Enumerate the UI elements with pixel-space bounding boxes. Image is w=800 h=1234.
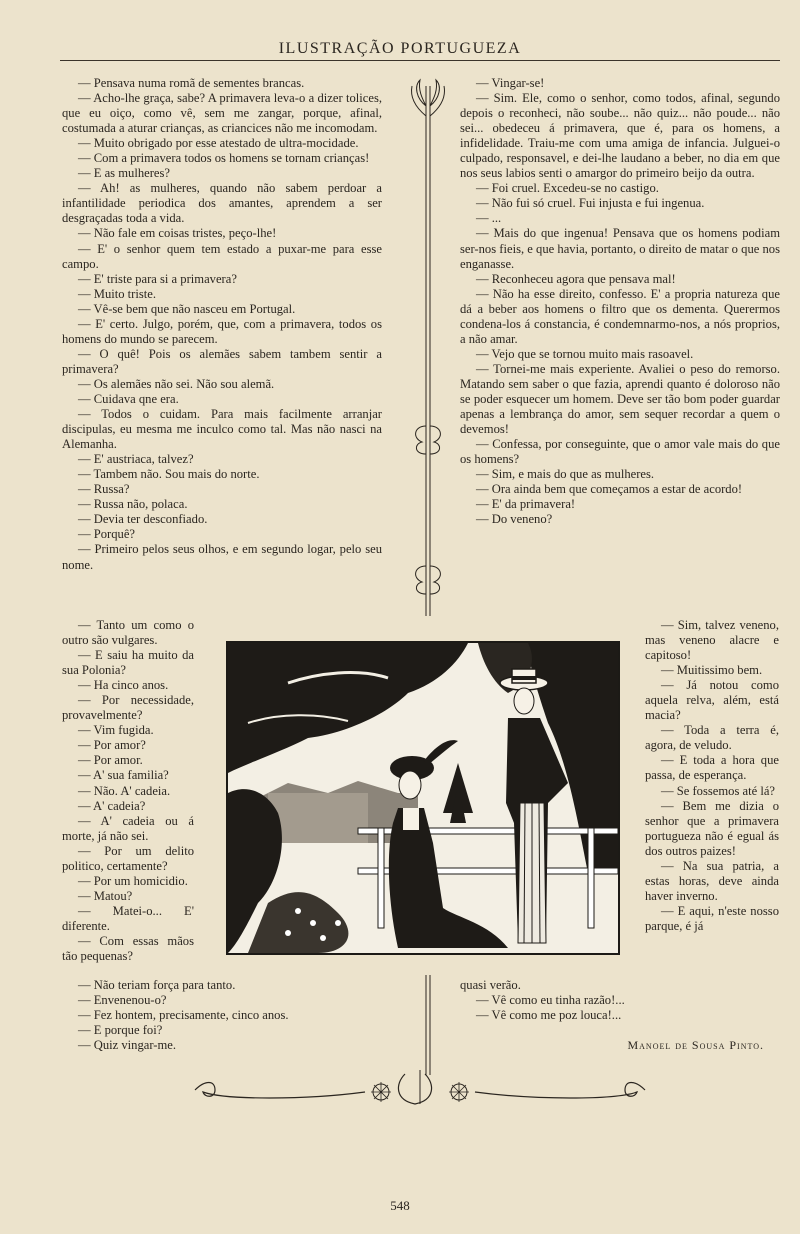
dialogue-line: — Não ha esse direito, confesso. E' a propria natureza que dá a beber aos homens o filtro que os dementa. Querermos condena-los á constancia, é condemnarmo-nos, a nós proprios, a não amar. [460,286,780,346]
dialogue-line: — Sim. Ele, como o senhor, como todos, afinal, segundo depois o reconheci, não soube... não quiz... não poude... não sei... obedeceu á primavera, que é, para os homens, a infidelidade. Traiu-me com uma amiga de infancia. Julguei-o culpado, responsavel, e dei-lhe laudano a beber, no dia em que nos seus labios senti o amargor do primeiro beijo da outra. [460,91,780,181]
dialogue-line: — Sim, e mais do que as mulheres. [476,467,655,482]
vine-divider-icon [406,76,446,616]
dialogue-line: — Muito obrigado por esse atestado de ultra-mocidade. [78,136,359,151]
dialogue-line: — Russa? [78,482,130,497]
dialogue-line: — Bem me dizia o senhor que a primavera portugueza não é egual ás dos outros paizes! [645,798,779,858]
dialogue-line: — A' cadeia ou á morte, já não sei. [62,813,194,843]
dialogue-line: — Confessa, por conseguinte, que o amor vale mais do que os homens? [460,437,780,467]
left-bottom-column [62,978,382,1053]
dialogue-line: — Quiz vingar-me. [78,1038,177,1053]
dialogue-line: — Por amor. [78,753,143,768]
floral-divider-ornament-icon [185,1070,655,1110]
dialogue-line: — Toda a terra é, agora, de veludo. [645,723,779,753]
dialogue-line: — Matei-o... E' diferente. [62,903,194,933]
dialogue-line: — Tanto um como o outro são vulgares. [62,618,194,648]
dialogue-line: — E as mulheres? [78,166,170,181]
dialogue-line: — Devia ter desconfiado. [78,512,208,527]
dialogue-line: — Russa não, polaca. [78,497,188,512]
column-divider-upper [406,76,446,616]
dialogue-line: — Por amor? [78,738,146,753]
running-header: ILUSTRAÇÃO PORTUGUEZA [278,40,522,57]
dialogue-line: — E aqui, n'este nosso parque, é já [645,903,779,933]
dialogue-line: — E' da primavera! [476,497,576,512]
dialogue-line: — E toda a hora que passa, de esperança. [645,753,779,783]
dialogue-line: — Tornei-me mais experiente. Avaliei o peso do remorso. Matando sem saber o que fazia, aprendi quanto é doloroso não se poder esquecer um homem. Deve ser tão bom poder guardar apenas a lembrança do amor, sem sequer recordar a quem o devemos! [460,361,780,437]
dialogue-line: — Por um delito politico, certamente? [62,843,194,873]
dialogue-line: — Pensava numa romã de sementes brancas. [78,76,305,90]
dialogue-line: — Porquê? [78,527,136,542]
dialogue-line: — Vejo que se tornou muito mais rasoavel. [476,346,694,361]
dialogue-line: — Reconheceu agora que pensava mal! [476,271,676,286]
dialogue-line: — A' cadeia? [78,798,146,813]
author-signature: Manoel de Sousa Pinto. [627,1038,764,1052]
dialogue-line: — Muitissimo bem. [661,663,763,678]
dialogue-line: — Não teriam força para tanto. [78,978,236,992]
dialogue-line: — Vingar-se! [476,76,545,90]
dialogue-line: — Vim fugida. [78,723,154,738]
dialogue-line: — Os alemães não sei. Não sou alemã. [78,376,275,391]
dialogue-line: — ... [476,211,502,226]
right-column [460,76,780,527]
dialogue-line: — Tambem não. Sou mais do norte. [78,467,260,482]
dialogue-line: — Mais do que ingenua! Pensava que os homens podiam ser-nos fieis, e que havia, portanto, o direito de matar o que nos enganasse. [460,226,780,271]
dialogue-line: — Não fui só cruel. Fui injusta e fui ingenua. [476,196,705,211]
dialogue-line: — Não. A' cadeia. [78,783,171,798]
left-narrow-column [62,618,194,964]
dialogue-line: quasi verão. [460,978,521,992]
dialogue-line: — Foi cruel. Excedeu-se no castigo. [476,181,659,196]
dialogue-line: — E' certo. Julgo, porém, que, com a primavera, todos os homens do mundo se parecem. [62,316,382,346]
dialogue-line: — Não fale em coisas tristes, peço-lhe! [78,226,277,241]
dialogue-line: — Vê como eu tinha razão!... [476,993,625,1008]
dialogue-line: — Com essas mãos tão pequenas? [62,933,194,964]
right-narrow-column [645,618,779,934]
column-divider-lower [406,975,446,1075]
dialogue-line: — E' austriaca, talvez? [78,452,194,467]
dialogue-line: — Ora ainda bem que começamos a estar de acordo! [476,482,743,497]
dialogue-line: — Do veneno? [476,512,553,527]
right-bottom-column [460,978,780,1023]
dialogue-line: — Envenenou-o? [78,993,167,1008]
dialogue-line: — Sim, talvez veneno, mas veneno alacre e capitoso! [645,618,779,663]
left-column [62,76,382,573]
dialogue-line: — Se fossemos até lá? [661,783,776,798]
dialogue-line: — Vê-se bem que não nasceu em Portugal. [78,301,296,316]
dialogue-line: — Muito triste. [78,286,157,301]
dialogue-line: — E' o senhor quem tem estado a puxar-me para esse campo. [62,241,382,271]
dialogue-line: — Todos o cuidam. Para mais facilmente arranjar discipulas, eu mesma me inculco como tal. Mas não nasci na Alemanha. [62,407,382,452]
dialogue-line: — E' triste para si a primavera? [78,271,237,286]
dialogue-line: — E porque foi? [78,1023,163,1038]
dialogue-line: — Por um homicidio. [78,873,188,888]
page-number: 548 [390,1198,410,1213]
dialogue-line: — O quê! Pois os alemães sabem tambem sentir a primavera? [62,346,382,376]
dialogue-line: — Já notou como aquela relva, além, está macia? [645,678,779,723]
dialogue-line: — Acho-lhe graça, sabe? A primavera leva-o a dizer tolices, que eu oiço, como vê, sem me zangar, porque, afinal, costumada a aturar crianças, as criancices não me incomodam. [62,91,382,136]
dialogue-line: — E saiu ha muito da sua Polonia? [62,648,194,678]
dialogue-line: — Matou? [78,888,133,903]
dialogue-line: — Fez hontem, precisamente, cinco anos. [78,1008,289,1023]
dialogue-line: — Vê como me poz louca!... [476,1008,622,1023]
vine-divider-lower-icon [406,975,446,1075]
dialogue-line: — Ah! as mulheres, quando não sabem perdoar a infantilidade periodica dos amantes, aprendem a ser desgraçadas toda a vida. [62,181,382,226]
dialogue-line: — Com a primavera todos os homens se tornam crianças! [78,151,370,166]
dialogue-line: — Ha cinco anos. [78,678,169,693]
dialogue-line: — A' sua familia? [78,768,169,783]
dialogue-line: — Na sua patria, a estas horas, deve ainda haver inverno. [645,858,779,903]
dialogue-line: — Primeiro pelos seus olhos, e em segundo logar, pelo seu nome. [62,542,382,572]
header-rule [60,60,780,61]
couple-in-park-illustration-icon [226,641,620,955]
dialogue-line: — Cuidava qne era. [78,391,179,406]
dialogue-line: — Por necessidade, provavelmente? [62,693,194,723]
